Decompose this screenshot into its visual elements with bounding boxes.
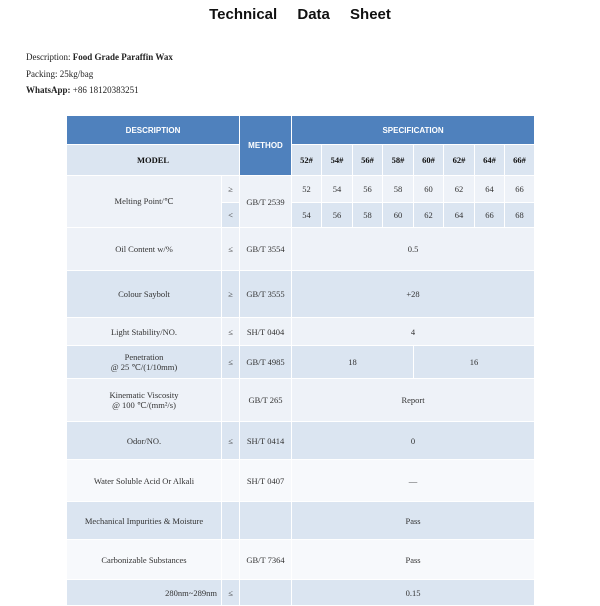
- spec-table: [66, 115, 535, 606]
- melting-max-value: 68: [505, 203, 535, 228]
- melting-min-value: 62: [444, 176, 475, 203]
- carb-method: GB/T 7364: [240, 540, 292, 580]
- description-line: [26, 52, 173, 62]
- melting-min-value: 64: [475, 176, 505, 203]
- grade-header: 62#: [444, 145, 475, 176]
- water-label: Water Soluble Acid Or Alkali: [67, 460, 222, 502]
- melting-max-value: 54: [292, 203, 322, 228]
- melting-max-value: 64: [444, 203, 475, 228]
- penetration-label-2: @ 25 ℃/(1/10mm): [110, 361, 178, 372]
- oil-row: [67, 228, 535, 271]
- light-value: 4: [292, 318, 535, 346]
- carb-row: [67, 540, 535, 580]
- melting-min-value: 66: [505, 176, 535, 203]
- penetration-value-a: 18: [292, 346, 414, 379]
- melting-max-value: 60: [383, 203, 414, 228]
- melting-method: GB/T 2539: [240, 176, 292, 228]
- melting-max-value: 66: [475, 203, 505, 228]
- oil-value: 0.5: [292, 228, 535, 271]
- grade-header: 60#: [414, 145, 444, 176]
- mech-method: [240, 502, 292, 540]
- penetration-value-b: 16: [414, 346, 535, 379]
- grade-header: 58#: [383, 145, 414, 176]
- light-label: Light Stability/NO.: [67, 318, 222, 346]
- melting-min-value: 52: [292, 176, 322, 203]
- melting-max-value: 56: [322, 203, 353, 228]
- water-row: [67, 460, 535, 502]
- mech-value: Pass: [292, 502, 535, 540]
- oil-label: Oil Content w/%: [67, 228, 222, 271]
- mech-row: [67, 502, 535, 540]
- carb-label: Carbonizable Substances: [67, 540, 222, 580]
- header-row: [67, 116, 535, 145]
- odor-row: [67, 422, 535, 460]
- melting-max-value: 58: [353, 203, 383, 228]
- grade-header: 66#: [505, 145, 535, 176]
- mech-label: Mechanical Impurities & Moisture: [67, 502, 222, 540]
- uv-method: [240, 580, 292, 606]
- grade-header: 56#: [353, 145, 383, 176]
- kinematic-method: GB/T 265: [240, 379, 292, 422]
- odor-symbol: ≤: [222, 422, 240, 460]
- kinematic-label-2: @ 100 ℃/(mm²/s): [112, 399, 176, 410]
- melting-max-symbol: <: [222, 203, 240, 228]
- carb-value: Pass: [292, 540, 535, 580]
- colour-symbol: ≥: [222, 271, 240, 318]
- mech-symbol: [222, 502, 240, 540]
- penetration-label: [67, 346, 222, 379]
- melting-min-value: 58: [383, 176, 414, 203]
- melting-label: Melting Point/℃: [67, 176, 222, 228]
- penetration-symbol: ≤: [222, 346, 240, 379]
- whatsapp-value: +86 18120383251: [72, 85, 139, 95]
- kinematic-value: Report: [292, 379, 535, 422]
- light-method: SH/T 0404: [240, 318, 292, 346]
- kinematic-row: [67, 379, 535, 422]
- uv-row: [67, 580, 535, 606]
- melting-row-min: [67, 176, 535, 203]
- melting-min-value: 54: [322, 176, 353, 203]
- melting-max-value: 62: [414, 203, 444, 228]
- description-value: Food Grade Paraffin Wax: [72, 52, 173, 62]
- odor-label: Odor/NO.: [67, 422, 222, 460]
- odor-method: SH/T 0414: [240, 422, 292, 460]
- water-symbol: [222, 460, 240, 502]
- colour-label: Colour Saybolt: [67, 271, 222, 318]
- colour-row: [67, 271, 535, 318]
- method-header: METHOD: [240, 116, 292, 176]
- colour-value: +28: [292, 271, 535, 318]
- grade-header: 52#: [292, 145, 322, 176]
- water-value: —: [292, 460, 535, 502]
- uv-symbol: ≤: [222, 580, 240, 606]
- model-row: [67, 145, 535, 176]
- whatsapp-label: WhatsApp:: [26, 85, 71, 95]
- specification-header: SPECIFICATION: [292, 116, 535, 145]
- light-row: [67, 318, 535, 346]
- page-title: Technical Data Sheet: [209, 6, 391, 23]
- penetration-row: [67, 346, 535, 379]
- kinematic-label: [67, 379, 222, 422]
- uv-value: 0.15: [292, 580, 535, 606]
- odor-value: 0: [292, 422, 535, 460]
- model-header: MODEL: [67, 145, 240, 176]
- oil-method: GB/T 3554: [240, 228, 292, 271]
- description-label: Description:: [26, 52, 71, 62]
- description-header: DESCRIPTION: [67, 116, 240, 145]
- light-symbol: ≤: [222, 318, 240, 346]
- melting-min-value: 60: [414, 176, 444, 203]
- melting-min-value: 56: [353, 176, 383, 203]
- grade-header: 64#: [475, 145, 505, 176]
- colour-method: GB/T 3555: [240, 271, 292, 318]
- penetration-label-1: Penetration: [124, 351, 164, 362]
- carb-symbol: [222, 540, 240, 580]
- melting-min-symbol: ≥: [222, 176, 240, 203]
- kinematic-symbol: [222, 379, 240, 422]
- water-method: SH/T 0407: [240, 460, 292, 502]
- oil-symbol: ≤: [222, 228, 240, 271]
- penetration-method: GB/T 4985: [240, 346, 292, 379]
- kinematic-label-1: Kinematic Viscosity: [109, 389, 179, 400]
- uv-label: 280nm~289nm: [67, 580, 222, 606]
- whatsapp-line: [26, 85, 139, 95]
- grade-header: 54#: [322, 145, 353, 176]
- packing-line: Packing: 25kg/bag: [26, 69, 94, 79]
